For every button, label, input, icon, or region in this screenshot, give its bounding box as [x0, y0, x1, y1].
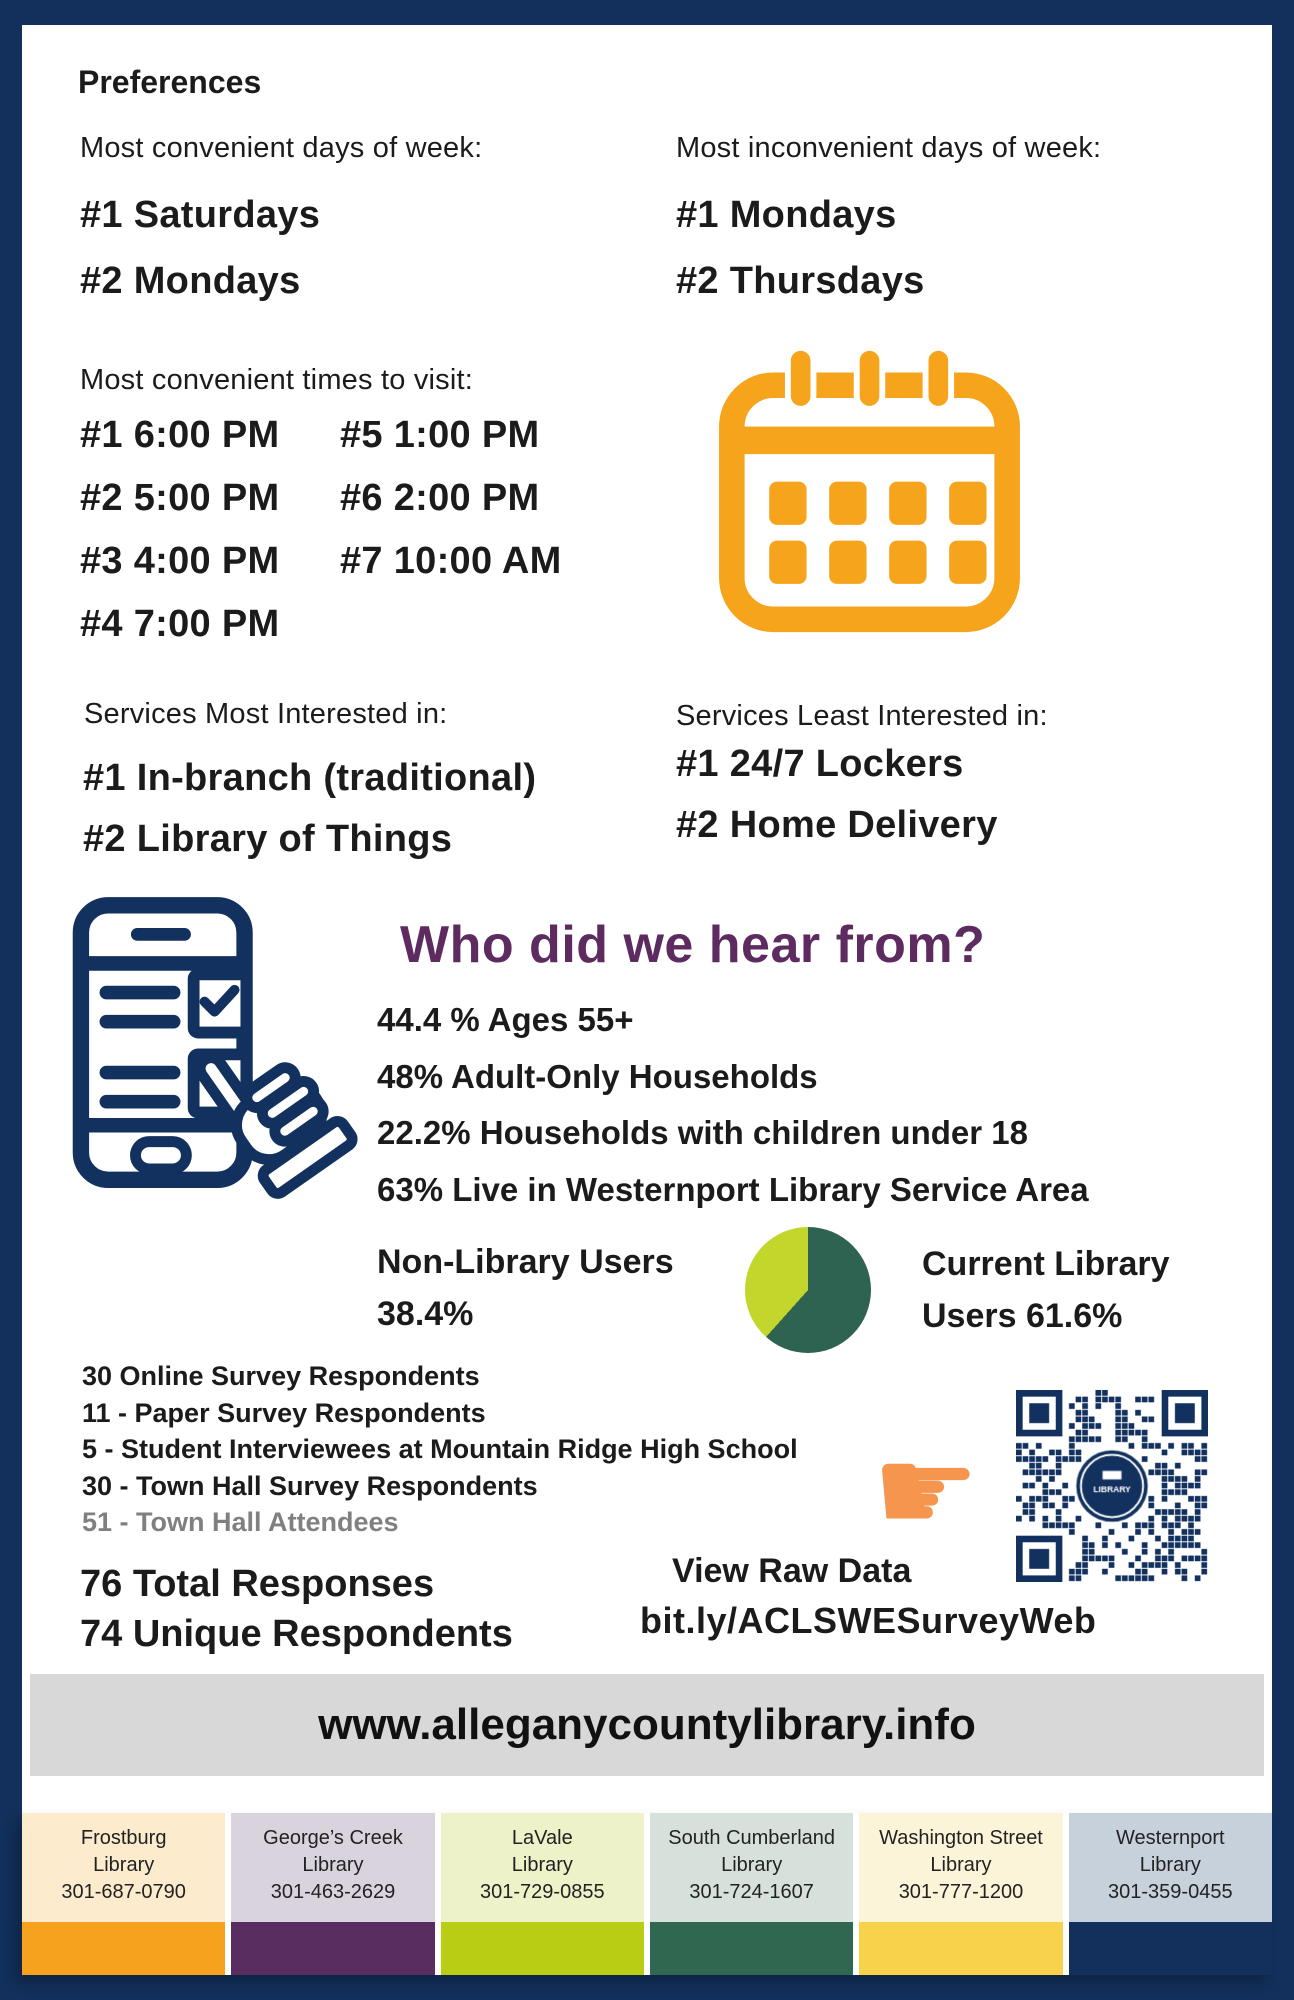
branch-name: LaVale [511, 1827, 573, 1849]
pie-label-nonusers: Non-Library Users [377, 1243, 674, 1281]
branch-cell [650, 1813, 853, 1975]
branch-phone: 301-729-0855 [480, 1881, 605, 1903]
branch-library-label: Library [930, 1854, 992, 1876]
who-stat: 44.4 % Ages 55+ [377, 1001, 634, 1038]
respondent-line: 30 - Town Hall Survey Respondents [82, 1470, 538, 1501]
pie-chart [745, 1227, 871, 1353]
branch-color-bar [441, 1922, 644, 1975]
branch-color-bar [650, 1922, 853, 1975]
branch-library-label: Library [93, 1854, 155, 1876]
time-item: #5 1:00 PM [340, 414, 540, 456]
respondent-line: 5 - Student Interviewees at Mountain Ridge High School [82, 1434, 798, 1464]
branch-name: Washington Street [879, 1827, 1043, 1849]
branch-cell [22, 1813, 225, 1975]
branch-library-label: Library [721, 1854, 783, 1876]
inconvenient-day-item: #2 Thursdays [676, 260, 925, 302]
branch-name: George’s Creek [263, 1827, 403, 1849]
raw-data-url: bit.ly/ACLSWESurveyWeb [640, 1600, 1097, 1641]
services-least-item: #2 Home Delivery [676, 804, 998, 846]
branch-color-bar [859, 1922, 1062, 1975]
branch-color-bar [22, 1922, 225, 1975]
convenient-times-label: Most convenient times to visit: [80, 364, 474, 396]
services-most-item: #1 In-branch (traditional) [83, 757, 537, 799]
website-url: www.alleganycountylibrary.info [318, 1700, 976, 1749]
branch-phone: 301-777-1200 [898, 1881, 1024, 1903]
website-bar [30, 1674, 1264, 1776]
services-most-label: Services Most Interested in: [84, 698, 448, 730]
view-raw-data-label: View Raw Data [672, 1552, 912, 1590]
branch-library-label: Library [511, 1854, 573, 1876]
footer-branches [22, 1813, 1272, 1975]
branch-color-bar [231, 1922, 434, 1975]
branch-cell [441, 1813, 644, 1975]
time-item: #3 4:00 PM [80, 540, 280, 582]
qr-code [1016, 1390, 1208, 1582]
convenient-day-item: #1 Saturdays [80, 194, 321, 236]
who-title: Who did we hear from? [400, 916, 986, 974]
services-most-item: #2 Library of Things [83, 818, 453, 860]
services-least-label: Services Least Interested in: [676, 700, 1048, 732]
services-least-item: #1 24/7 Lockers [676, 743, 964, 785]
respondent-line: 30 Online Survey Respondents [82, 1361, 480, 1391]
pie-label-nonusers-pct: 38.4% [377, 1295, 474, 1333]
branch-phone: 301-359-0455 [1108, 1881, 1233, 1903]
branch-color-bar [1069, 1922, 1272, 1975]
respondent-line-muted: 51 - Town Hall Attendees [82, 1507, 399, 1537]
branch-library-label: Library [302, 1854, 364, 1876]
time-item: #1 6:00 PM [80, 414, 280, 456]
total-responses: 76 Total Responses [80, 1563, 435, 1605]
convenient-days-label: Most convenient days of week: [80, 132, 483, 164]
branch-name: South Cumberland [668, 1827, 836, 1849]
pie-label-users-pct: Users 61.6% [922, 1297, 1123, 1335]
time-item: #4 7:00 PM [80, 603, 280, 645]
branch-phone: 301-724-1607 [689, 1881, 814, 1903]
calendar-icon [712, 342, 1027, 637]
time-item: #7 10:00 AM [340, 540, 562, 582]
time-item: #2 5:00 PM [80, 477, 280, 519]
who-stat: 48% Adult-Only Households [377, 1057, 818, 1095]
branch-name: Frostburg [80, 1827, 167, 1849]
branch-phone: 301-463-2629 [270, 1881, 396, 1903]
time-item: #6 2:00 PM [340, 477, 540, 519]
branch-cell [1069, 1813, 1272, 1975]
survey-phone-icon [70, 896, 370, 1210]
who-stat: 22.2% Households with children under 18 [377, 1114, 1028, 1151]
pointing-hand-icon: ☛ [872, 1422, 980, 1561]
branch-cell [859, 1813, 1062, 1975]
convenient-day-item: #2 Mondays [80, 260, 301, 302]
page-title: Preferences [78, 64, 262, 100]
respondent-line: 11 - Paper Survey Respondents [82, 1397, 486, 1428]
branch-phone: 301-687-0790 [61, 1881, 186, 1903]
branch-library-label: Library [1139, 1854, 1201, 1876]
branch-cell [231, 1813, 434, 1975]
inconvenient-day-item: #1 Mondays [676, 194, 897, 236]
pie-label-users: Current Library [922, 1245, 1170, 1283]
unique-respondents: 74 Unique Respondents [80, 1613, 513, 1655]
branch-name: Westernport [1116, 1827, 1225, 1849]
inconvenient-days-label: Most inconvenient days of week: [676, 132, 1102, 164]
who-stat: 63% Live in Westernport Library Service Area [377, 1170, 1089, 1208]
